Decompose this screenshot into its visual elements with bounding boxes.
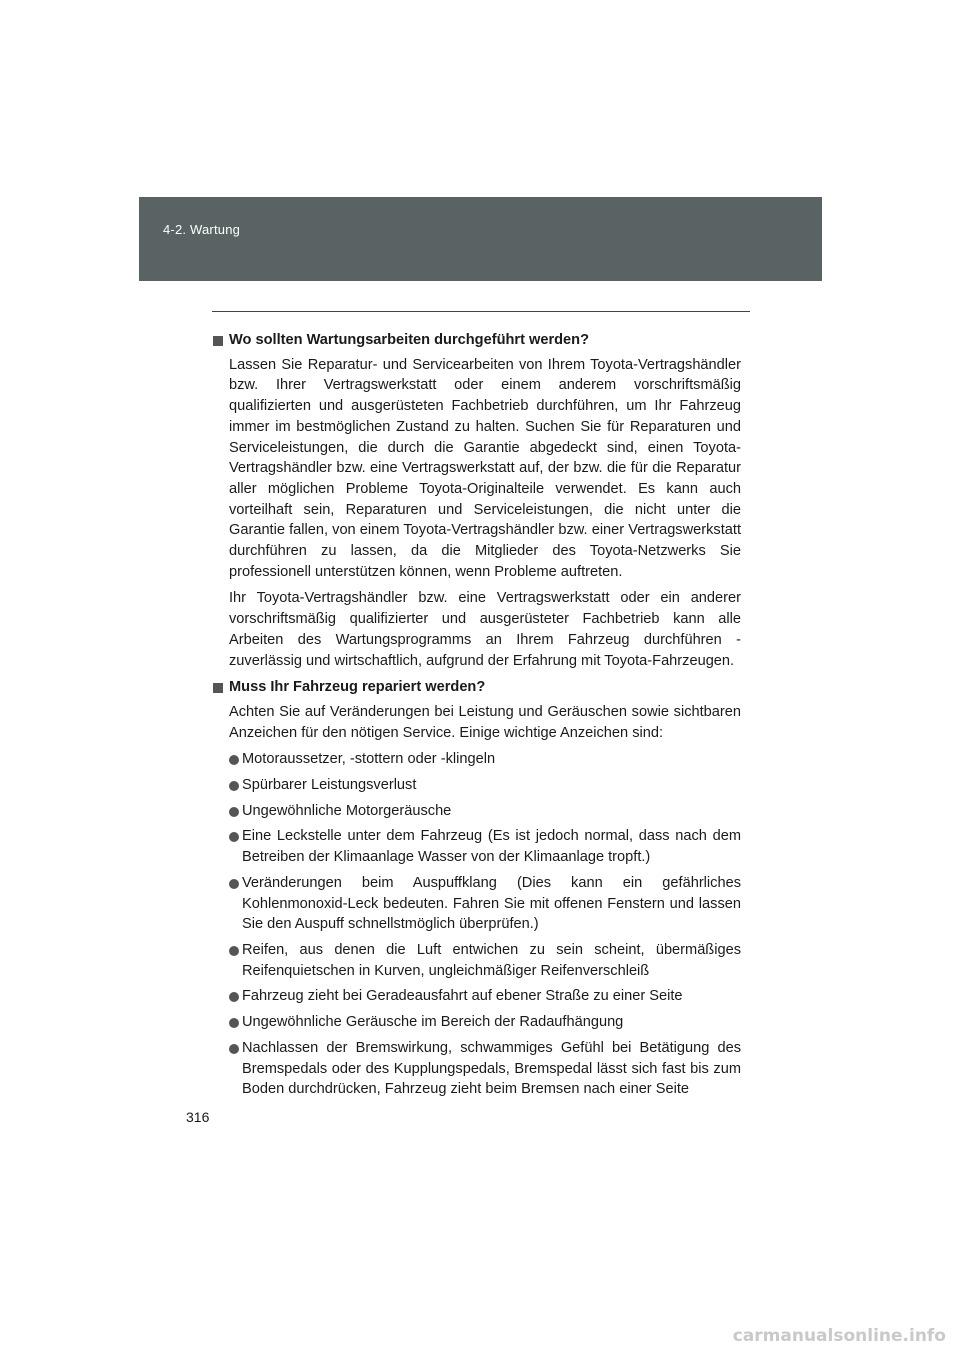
paragraph: Ihr Toyota-Vertragshändler bzw. eine Vertragswerkstatt oder ein anderer vorschriftsmäßig qualifizierter und ausgerüsteter Fachbetrieb kann alle Arbeiten des Wartungsprogramms an Ihrem Fahrzeug durchführen - zuverlässig und wirtschaftlich, aufgrund der Erfahrung mit Toyota-Fahrzeugen.	[229, 590, 741, 669]
section-heading: Muss Ihr Fahrzeug repariert werden?	[213, 677, 741, 698]
circle-bullet-icon	[229, 781, 239, 791]
list-item: Veränderungen beim Auspuffklang (Dies kann ein gefährliches Kohlenmonoxid-Leck bedeuten. Fahren Sie mit offenen Fenstern und lassen Sie den Auspuff schnellstmöglich überprüfen.)	[213, 873, 741, 935]
paragraph: Lassen Sie Reparatur- und Servicearbeiten von Ihrem Toyota-Vertragshändler bzw. Ihrer Vertragswerkstatt oder einem anderem vorschriftsmäßig qualifizierten und ausgerüsteten Fachbetrieb durchführen, um Ihr Fahrzeug immer im bestmöglichen Zustand zu halten. Suchen Sie für Reparaturen und Serviceleistungen, die durch die Garantie abgedeckt sind, einen Toyota-Vertragshändler bzw. eine Vertragswerkstatt auf, der bzw. die für die Reparatur aller möglichen Probleme Toyota-Originalteile verwendet. Es kann auch vorteilhaft sein, Reparaturen und Serviceleistungen, die nicht unter die Garantie fallen, von einem Toyota-Vertragshändler bzw. einer Vertragswerkstatt durchführen zu lassen, da die Mitglieder des Toyota-Netzwerks Sie professionell unterstützen können, wenn Probleme auftreten.	[229, 356, 741, 580]
list-item: Motoraussetzer, -stottern oder -klingeln	[213, 749, 741, 770]
page-content	[213, 330, 741, 1105]
circle-bullet-icon	[229, 755, 239, 765]
list-item: Reifen, aus denen die Luft entwichen zu sein scheint, übermäßiges Reifenquietschen in Kurven, ungleichmäßiger Reifenverschleiß	[213, 940, 741, 981]
square-bullet-icon	[213, 683, 223, 693]
circle-bullet-icon	[229, 1044, 239, 1054]
circle-bullet-icon	[229, 832, 239, 842]
list-item: Ungewöhnliche Motorgeräusche	[213, 801, 741, 822]
page-number: 316	[186, 1109, 210, 1125]
square-bullet-icon	[213, 336, 223, 346]
circle-bullet-icon	[229, 946, 239, 956]
divider-rule	[212, 311, 750, 312]
section-heading: Wo sollten Wartungsarbeiten durchgeführt werden?	[213, 330, 741, 351]
section-header-band	[139, 197, 822, 281]
circle-bullet-icon	[229, 879, 239, 889]
list-item: Spürbarer Leistungsverlust	[213, 775, 741, 796]
paragraph: Achten Sie auf Veränderungen bei Leistung und Geräuschen sowie sichtbaren Anzeichen für den nötigen Service. Einige wichtige Anzeichen sind:	[229, 703, 741, 741]
circle-bullet-icon	[229, 807, 239, 817]
list-item: Nachlassen der Bremswirkung, schwammiges Gefühl bei Betätigung des Bremspedals oder des Kupplungspedals, Bremspedal lässt sich fast bis zum Boden durchdrücken, Fahrzeug zieht beim Bremsen nach einer Seite	[213, 1038, 741, 1100]
circle-bullet-icon	[229, 992, 239, 1002]
watermark: carmanualsonline.info	[732, 1326, 946, 1346]
list-item: Ungewöhnliche Geräusche im Bereich der Radaufhängung	[213, 1012, 741, 1033]
section-label: 4-2. Wartung	[163, 222, 241, 237]
list-item: Fahrzeug zieht bei Geradeausfahrt auf ebener Straße zu einer Seite	[213, 986, 741, 1007]
circle-bullet-icon	[229, 1018, 239, 1028]
list-item: Eine Leckstelle unter dem Fahrzeug (Es ist jedoch normal, dass nach dem Betreiben der Klimaanlage Wasser von der Klimaanlage tropft.)	[213, 826, 741, 867]
